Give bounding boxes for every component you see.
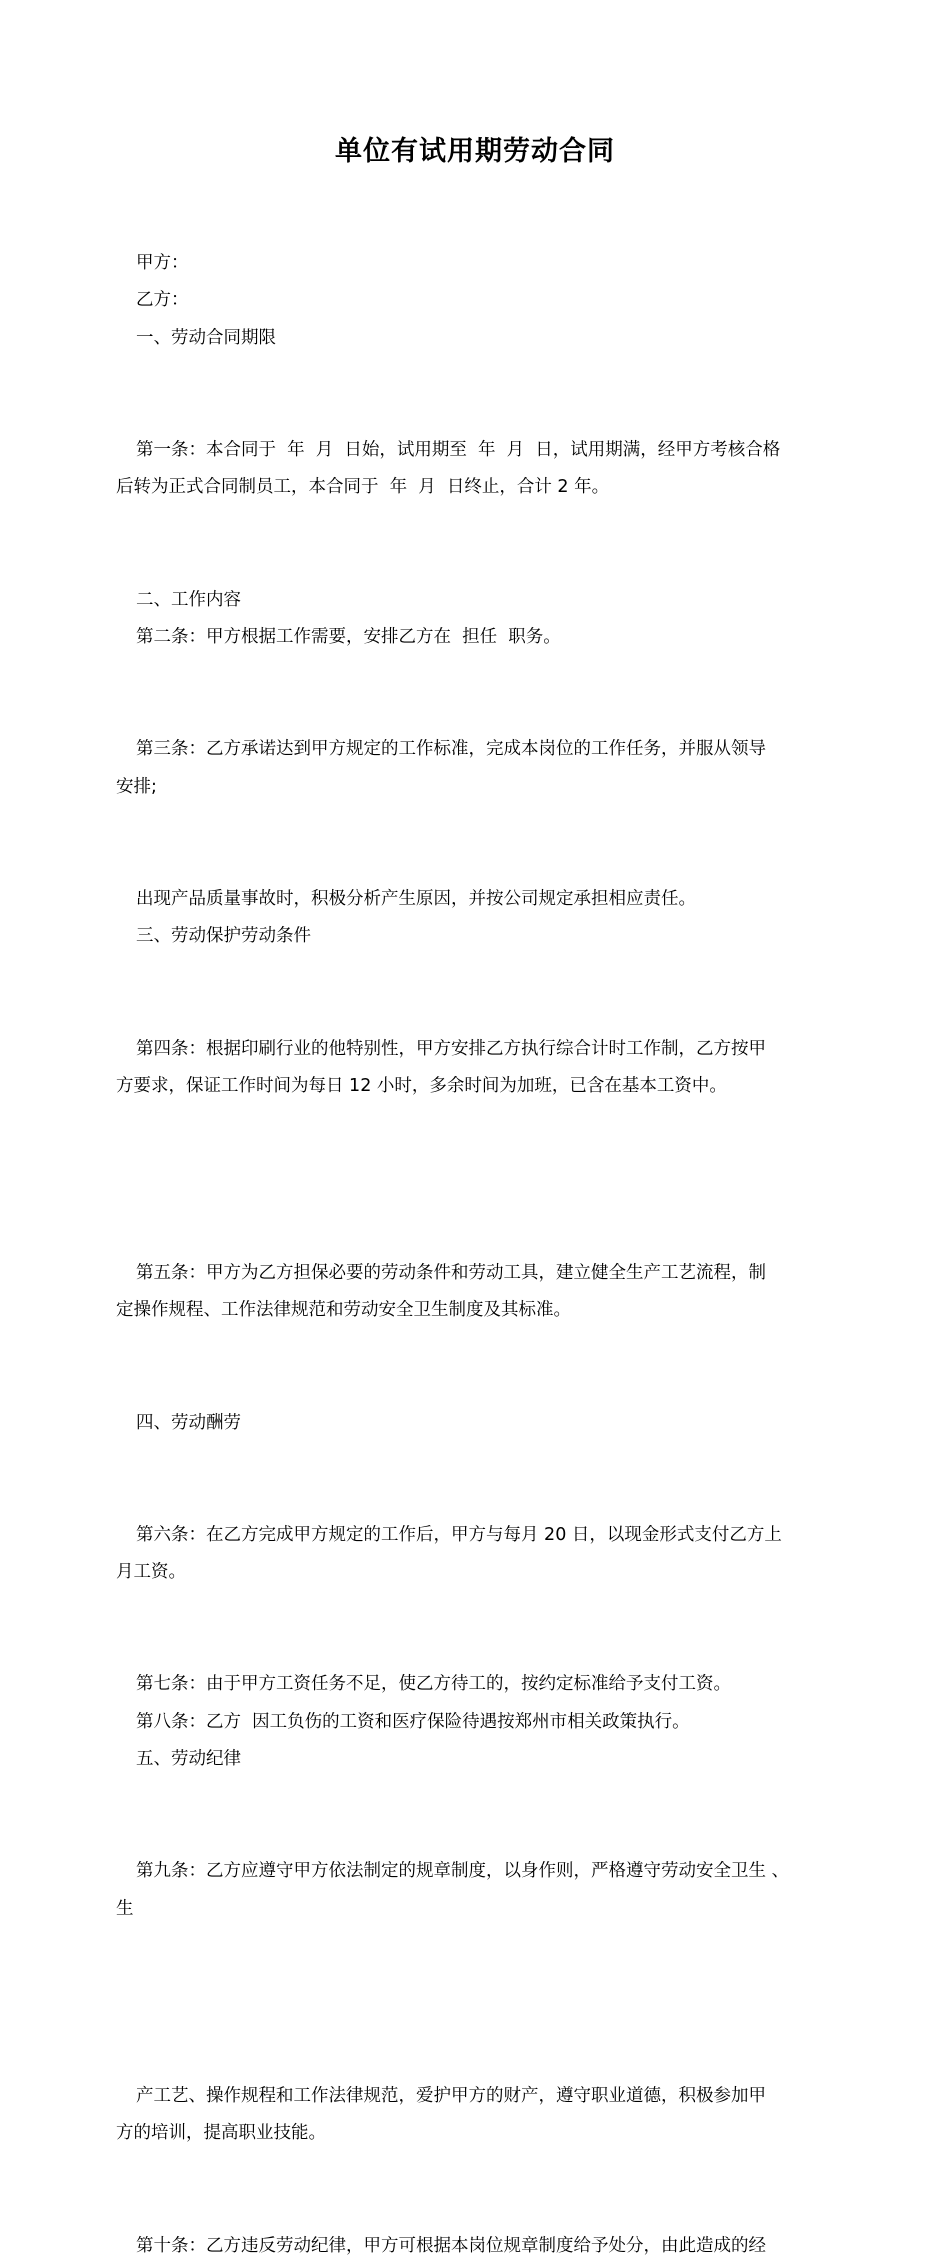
section-heading-2 (116, 582, 838, 619)
text-line: 第五条：甲方为乙方担保必要的劳动条件和劳动工具，建立健全生产工艺流程，制 (136, 1262, 766, 1283)
text-line: 月工资。 (116, 1562, 186, 1583)
article-4 (116, 956, 838, 1180)
text-line: 一、劳动合同期限 (136, 327, 276, 348)
section-heading-4 (116, 1405, 838, 1442)
article-5 (116, 1180, 838, 1404)
text-line: 方要求，保证工作时间为每日 12 小时，多余时间为加班，已含在基本工资中。 (116, 1075, 727, 1096)
text-line: 定操作规程、工作法律规范和劳动安全卫生制度及其标准。 (116, 1300, 571, 1321)
text-line: 后转为正式合同制员工，本合同于 年 月 日终止，合计 2 年。 (116, 477, 610, 498)
text-line: 第六条：在乙方完成甲方规定的工作后，甲方与每月 20 日，以现金形式支付乙方上 (136, 1524, 782, 1545)
article-7 (116, 1666, 838, 1703)
text-line: 产工艺、操作规程和工作法律规范，爱护甲方的财产，遵守职业道德，积极参加甲 (136, 2085, 766, 2106)
party-a-line (116, 245, 838, 282)
text-line: 第二条：甲方根据工作需要，安排乙方在 担任 职务。 (136, 627, 561, 648)
text-line: 出现产品质量事故时，积极分析产生原因，并按公司规定承担相应责任。 (136, 888, 696, 909)
text-line: 第八条：乙方 因工负伤的工资和医疗保险待遇按郑州市相关政策执行。 (136, 1711, 690, 1732)
text-line: 安排; (116, 776, 157, 797)
document-body (116, 245, 838, 2265)
text-line: 第七条：由于甲方工资任务不足，使乙方待工的，按约定标准给予支付工资。 (136, 1674, 731, 1695)
text-line: 五、劳动纪律 (136, 1749, 241, 1770)
text-line: 第一条：本合同于 年 月 日始，试用期至 年 月 日，试用期满，经甲方考核合格 (136, 440, 781, 461)
text-line: 第十条：乙方违反劳动纪律，甲方可根据本岗位规章制度给予处分，由此造成的经 (136, 2235, 766, 2256)
text-line: 二、工作内容 (136, 589, 241, 610)
article-9 (116, 1779, 838, 2003)
text-line: 第四条：根据印刷行业的他特别性，甲方安排乙方执行综合计时工作制，乙方按甲 (136, 1038, 766, 1059)
article-10 (116, 2228, 838, 2265)
text-line: 第九条：乙方应遵守甲方依法制定的规章制度，以身作则，严格遵守劳动安全卫生 、 (136, 1861, 790, 1882)
text-line: 三、劳动保护劳动条件 (136, 926, 311, 947)
section-heading-1 (116, 320, 838, 357)
document-title: 单位有试用期劳动合同 (335, 136, 615, 167)
article-8 (116, 1704, 838, 1741)
text-line: 方的培训，提高职业技能。 (116, 2123, 326, 2144)
text-line: 乙方： (136, 290, 189, 311)
text-line: 四、劳动酬劳 (136, 1412, 241, 1433)
text-line: 甲方： (136, 253, 189, 273)
article-2 (116, 619, 838, 656)
section-heading-3 (116, 918, 838, 955)
article-3 (116, 656, 838, 880)
article-3-continuation (116, 881, 838, 918)
text-line: 生 (116, 1898, 134, 1919)
party-b-line (116, 282, 838, 319)
article-1 (116, 357, 838, 581)
article-6 (116, 1442, 838, 1666)
text-line: 第三条：乙方承诺达到甲方规定的工作标准，完成本岗位的工作任务，并服从领导 (136, 739, 766, 760)
section-heading-5 (116, 1741, 838, 1778)
article-9-continuation (116, 2003, 838, 2227)
